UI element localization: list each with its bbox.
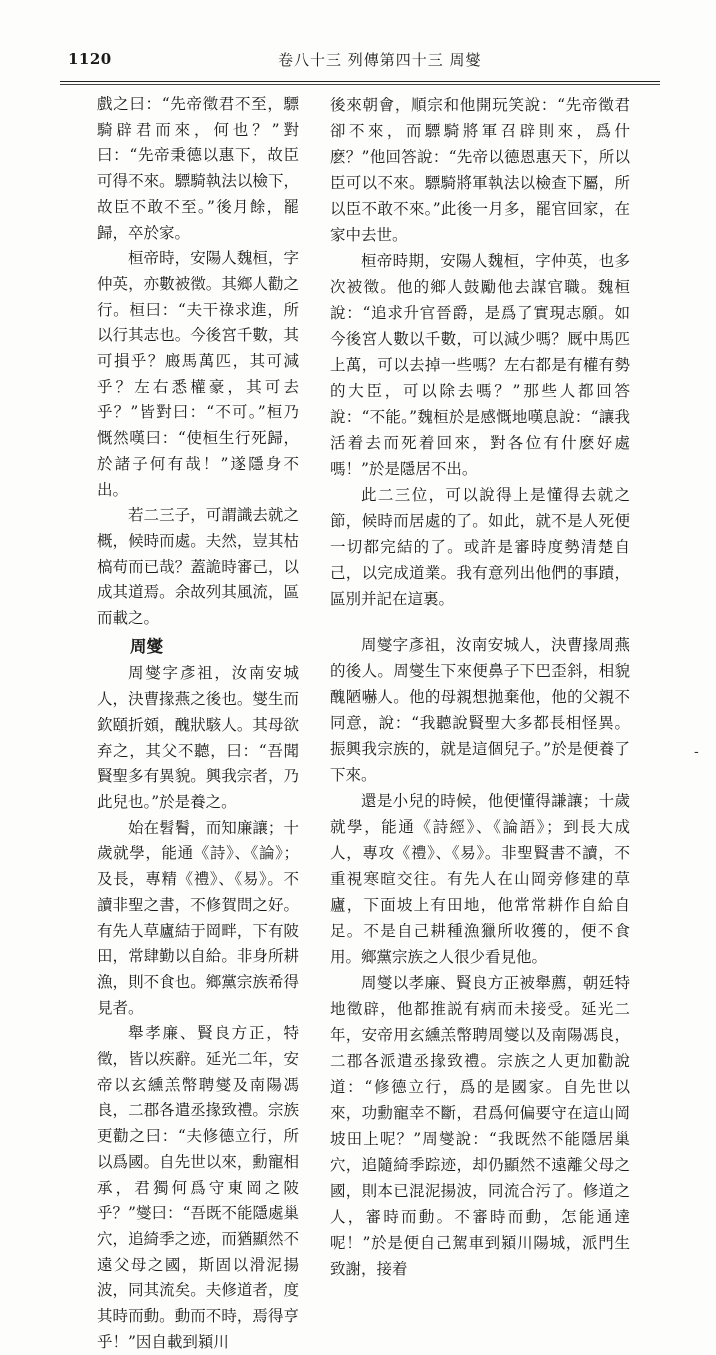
header-rule-thin bbox=[60, 84, 660, 85]
classical-text-column bbox=[97, 92, 299, 1355]
header-rule bbox=[60, 81, 660, 82]
left-paragraph-5: 始在髫鬌，而知廉讓；十歲就學，能通《詩》、《論》；及長，專精《禮》、《易》。不讀非聖之書，不修賀問之好。有先人草廬結于岡畔，下有陂田，常肆勤以自給。非身所耕漁，則不食也。鄉黨宗族希得見者。 bbox=[97, 818, 299, 1017]
left-paragraph-2: 桓帝時，安陽人魏桓，字仲英，亦數被徵。其鄉人勸之行。桓曰：“夫干祿求進，所以行其志也。今後宮千數，其可損乎？廄馬萬匹，其可減乎？左右悉權豪，其可去乎？”皆對曰：“不可。”桓乃慨然嘆曰：“使桓生行死歸，於諸子何有哉！”遂隱身不出。 bbox=[97, 249, 299, 499]
left-paragraph-3: 若二三子，可謂識去就之概，候時而處。夫然，豈其枯槁苟而已哉？蓋詭時審己，以成其道焉。余故列其風流，區而載之。 bbox=[97, 506, 299, 628]
section-heading: 周燮 bbox=[130, 636, 163, 656]
running-title: 卷八十三 列傳第四十三 周燮 bbox=[278, 51, 482, 69]
margin-mark: - bbox=[694, 744, 699, 760]
page-header bbox=[68, 44, 658, 72]
right-paragraph-5: 還是小兒的時候，他便懂得謙讓；十歲就學，能通《詩經》、《論語》；到長大成人，專攻《禮》、《易》。非聖賢書不讀，不重視寒暄交往。有先人在山岡旁修建的草廬，下面坡上有田地，他常常耕作自給自足。不是自己耕種漁獵所收獲的，便不食用。鄉黨宗族之人很少看見他。 bbox=[330, 792, 630, 966]
right-paragraph-1: 後來朝會，順宗和他開玩笑說：“先帝徵君卻不來，而驃騎將軍召辟則來，爲什麽？”他回答說：“先帝以德恩惠天下，所以臣可以不來。驃騎將軍執法以檢查下屬，所以臣不敢不來。”此後一月多，罷官回家，在家中去世。 bbox=[330, 96, 630, 244]
left-paragraph-6: 舉孝廉、賢良方正，特徵，皆以疾辭。延光二年，安帝以玄纁羔幣聘燮及南陽馮良，二郡各遣丞掾致禮。宗族更勸之曰：“夫修德立行，所以爲國。自先世以來，勳寵相承，君獨何爲守東岡之陂乎？”燮曰：“吾既不能隱處巢穴，追綺季之迹，而猶顯然不遠父母之國，斯固以滑泥揚波，同其流矣。夫修道者，度其時而動。動而不時，焉得亨乎！”因自載到潁川 bbox=[97, 1024, 299, 1351]
right-paragraph-3: 此二三位，可以說得上是懂得去就之節，候時而居處的了。如此，就不是人死便一切都完結的了。或許是審時度勢清楚自己，以完成道業。我有意列出他們的事蹟，區別并記在這裏。 bbox=[330, 486, 630, 608]
section-gap bbox=[330, 612, 630, 632]
left-paragraph-1: 戲之曰：“先帝徵君不至，驃騎辟君而來，何也？”對曰：“先帝秉德以惠下，故臣可得不來。驃騎執法以檢下，故臣不敢不至。”後月餘，罷歸，卒於家。 bbox=[97, 95, 299, 242]
right-paragraph-2: 桓帝時期，安陽人魏桓，字仲英，也多次被徵。他的鄉人鼓勵他去謀官職。魏桓說：“追求升官晉爵，是爲了實現志願。如今後宮人數以千數，可以減少嗎？厩中馬匹上萬，可以去掉一些嗎？左右都是有權有勢的大臣，可以除去嗎？”那些人都回答說：“不能。”魏桓於是感慨地嘆息說：“讓我活着去而死着回來，對各位有什麽好處嗎！”於是隱居不出。 bbox=[330, 252, 630, 478]
left-paragraph-4: 周燮字彥祖，汝南安城人，決曹掾燕之後也。燮生而欽頤折頞，醜狀駭人。其母欲弃之，其父不聽，曰：“吾聞賢聖多有異貌。興我宗者，乃此兒也。”於是養之。 bbox=[97, 664, 299, 811]
page-number: 1120 bbox=[68, 50, 112, 68]
right-paragraph-6: 周燮以孝廉、賢良方正被舉薦，朝廷特地徵辟，他都推説有病而未接受。延光二年，安帝用玄纁羔幣聘周燮以及南陽馮良，二郡各派遣丞掾致禮。宗族之人更加勸說道：“修德立行，爲的是國家。自先世以來，功勳寵幸不斷，君爲何偏要守在這山岡坡田上呢？”周燮說：“我既然不能隱居巢穴，追隨綺季踪迹，却仍顯然不遠離父母之國，則本已混泥揚波，同流合污了。修道之人，審時而動。不審時而動，怎能通達呢！”於是便自己駕車到潁川陽城，派門生致謝，接着 bbox=[330, 974, 630, 1278]
right-paragraph-4: 周燮字彥祖，汝南安城人，決曹掾周燕的後人。周燮生下來便鼻子下巴歪斜，相貌醜陋嚇人。他的母親想拋棄他，他的父親不同意，說：“我聽說賢聖大多都長相怪異。振興我宗族的，就是這個兒子。”於是便養了下來。 bbox=[330, 636, 630, 784]
translation-column bbox=[330, 92, 630, 1282]
